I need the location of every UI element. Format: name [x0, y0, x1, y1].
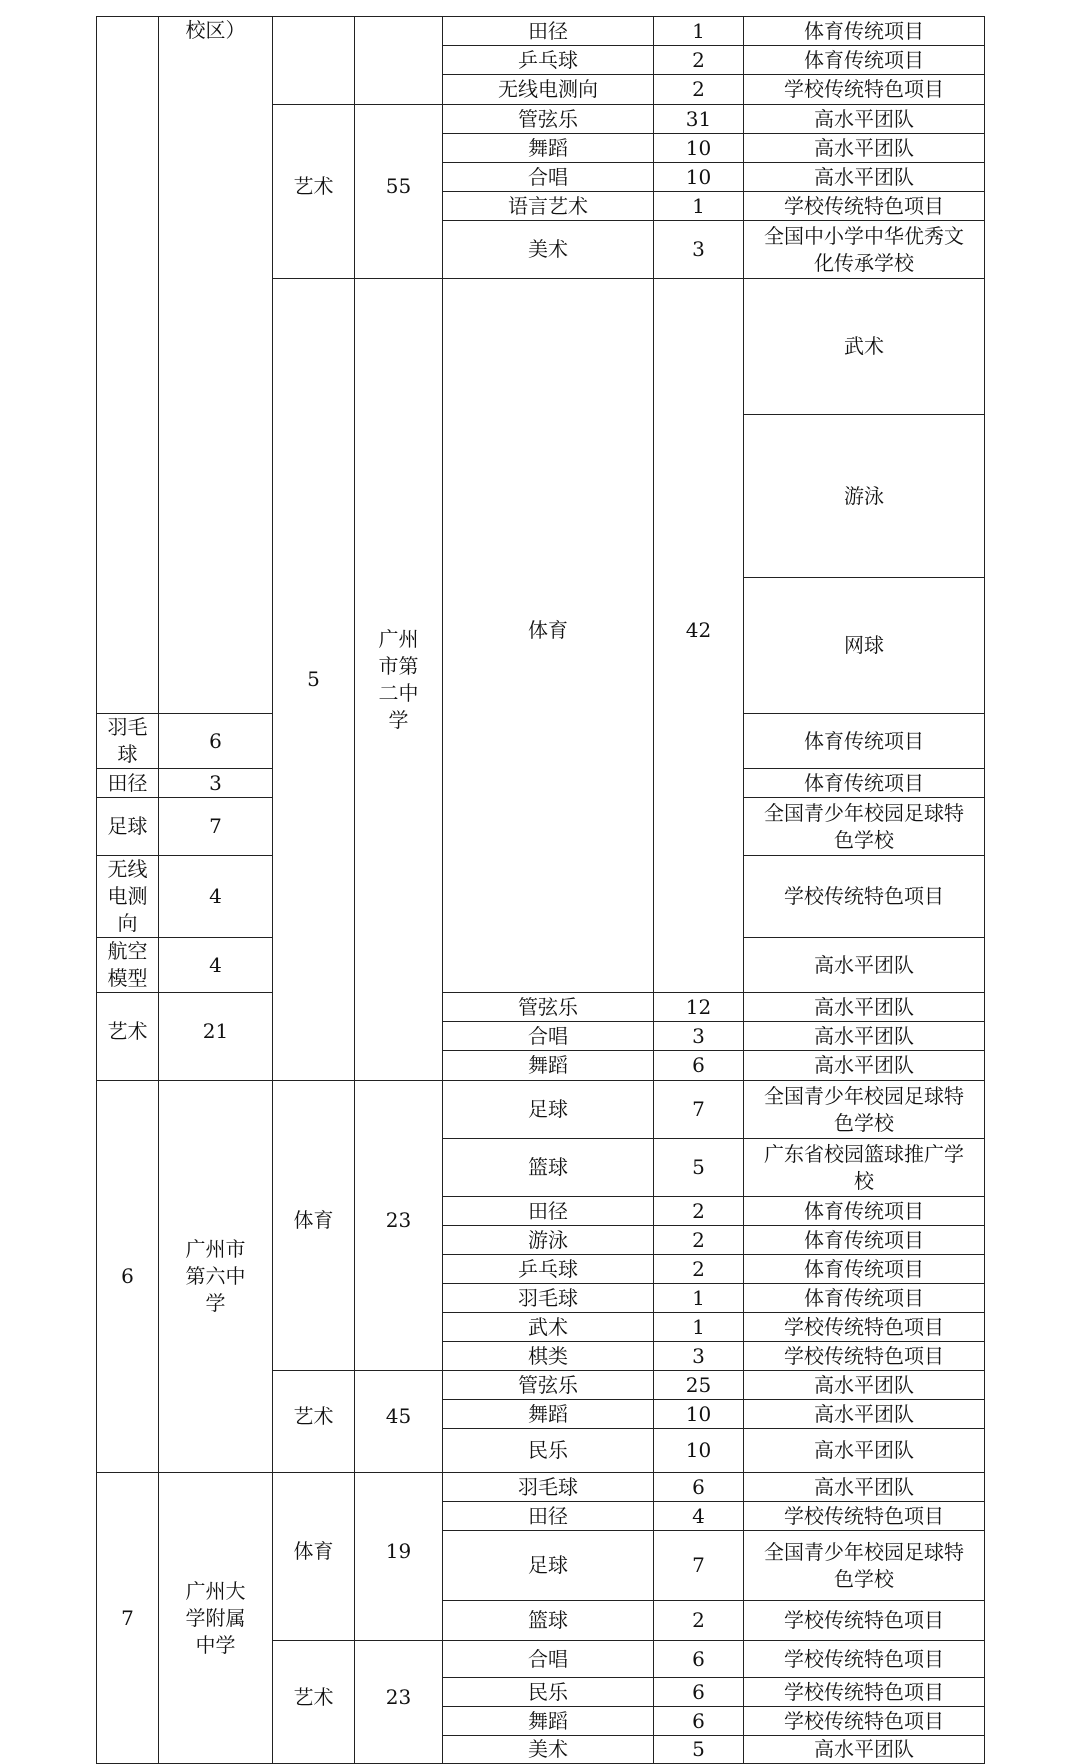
level-cell: 高水平团队 — [744, 1736, 985, 1764]
category-total-cell: 21 — [159, 993, 273, 1081]
level-cell: 高水平团队 — [744, 1429, 985, 1473]
item-cell: 管弦乐 — [443, 993, 654, 1022]
item-cell: 管弦乐 — [443, 1371, 654, 1400]
count-cell: 3 — [654, 221, 744, 279]
level-cell: 体育传统项目 — [744, 1197, 985, 1226]
item-cell: 武术 — [443, 1313, 654, 1342]
count-cell: 10 — [654, 1400, 744, 1429]
table-row — [97, 17, 985, 46]
count-cell: 4 — [654, 1502, 744, 1531]
count-cell: 2 — [654, 75, 744, 105]
level-cell: 体育传统项目 — [744, 1226, 985, 1255]
level-cell: 学校传统特色项目 — [744, 1342, 985, 1371]
item-cell: 乒乓球 — [443, 1255, 654, 1284]
item-cell: 合唱 — [443, 1022, 654, 1051]
count-cell: 10 — [654, 134, 744, 163]
category-total-cell: 23 — [355, 1641, 443, 1764]
level-cell: 学校传统特色项目 — [744, 1313, 985, 1342]
item-cell: 管弦乐 — [443, 105, 654, 134]
count-cell: 12 — [654, 993, 744, 1022]
category-total-cell: 23 — [355, 1081, 443, 1371]
item-cell: 美术 — [443, 1736, 654, 1764]
level-cell: 全国青少年校园足球特色学校 — [744, 1531, 985, 1601]
count-cell: 5 — [654, 1139, 744, 1197]
level-cell: 高水平团队 — [744, 1051, 985, 1081]
item-cell: 航空模型 — [97, 938, 159, 993]
level-cell: 学校传统特色项目 — [744, 1678, 985, 1707]
item-cell: 舞蹈 — [443, 1707, 654, 1736]
level-cell: 高水平团队 — [744, 134, 985, 163]
level-cell: 高水平团队 — [744, 938, 985, 993]
level-cell: 体育传统项目 — [744, 769, 985, 798]
level-cell: 高水平团队 — [744, 1473, 985, 1502]
category-cell: 艺术 — [273, 105, 355, 279]
category-cell: 艺术 — [273, 1641, 355, 1764]
item-cell: 无线电测向 — [443, 75, 654, 105]
item-cell: 田径 — [443, 1197, 654, 1226]
count-cell: 10 — [654, 163, 744, 192]
level-cell: 体育传统项目 — [744, 1284, 985, 1313]
category-total-cell: 42 — [654, 279, 744, 993]
level-cell: 体育传统项目 — [744, 17, 985, 46]
category-cell: 艺术 — [97, 993, 159, 1081]
item-cell: 民乐 — [443, 1429, 654, 1473]
item-cell: 田径 — [443, 17, 654, 46]
item-cell: 游泳 — [443, 1226, 654, 1255]
item-cell: 篮球 — [443, 1139, 654, 1197]
level-cell: 学校传统特色项目 — [744, 1601, 985, 1641]
count-cell: 2 — [654, 1226, 744, 1255]
level-cell: 学校传统特色项目 — [744, 1641, 985, 1678]
count-cell: 2 — [654, 1197, 744, 1226]
level-cell: 全国中小学中华优秀文化传承学校 — [744, 221, 985, 279]
school-number-cell: 7 — [97, 1473, 159, 1764]
level-cell: 学校传统特色项目 — [744, 856, 985, 938]
count-cell: 3 — [654, 1022, 744, 1051]
item-cell: 无线电测向 — [97, 856, 159, 938]
item-cell: 棋类 — [443, 1342, 654, 1371]
item-cell: 篮球 — [443, 1601, 654, 1641]
level-cell: 高水平团队 — [744, 163, 985, 192]
level-cell: 体育传统项目 — [744, 714, 985, 769]
table-row — [97, 993, 985, 1022]
count-cell: 1 — [654, 192, 744, 221]
count-cell: 3 — [159, 769, 273, 798]
count-cell: 7 — [654, 1531, 744, 1601]
count-cell: 4 — [159, 856, 273, 938]
item-cell: 舞蹈 — [443, 134, 654, 163]
item-cell: 舞蹈 — [443, 1051, 654, 1081]
level-cell: 学校传统特色项目 — [744, 192, 985, 221]
item-cell: 羽毛球 — [97, 714, 159, 769]
table-row — [97, 1473, 985, 1502]
count-cell: 1 — [654, 1313, 744, 1342]
count-cell: 1 — [654, 17, 744, 46]
count-cell: 2 — [654, 46, 744, 75]
school-projects-table — [96, 16, 985, 1764]
count-cell: 25 — [654, 1371, 744, 1400]
school-name-cell: 广州市第六中学 — [159, 1081, 273, 1473]
item-cell: 武术 — [744, 279, 985, 415]
count-cell: 6 — [654, 1707, 744, 1736]
level-cell: 学校传统特色项目 — [744, 1502, 985, 1531]
school-name-cell: 广州大学附属中学 — [159, 1473, 273, 1764]
count-cell: 5 — [654, 1736, 744, 1764]
level-cell: 高水平团队 — [744, 993, 985, 1022]
level-cell: 全国青少年校园足球特色学校 — [744, 798, 985, 856]
count-cell: 7 — [654, 1081, 744, 1139]
item-cell: 乒乓球 — [443, 46, 654, 75]
level-cell: 全国青少年校园足球特色学校 — [744, 1081, 985, 1139]
category-cell: 体育 — [443, 279, 654, 993]
category-cell: 体育 — [273, 1081, 355, 1371]
count-cell: 3 — [654, 1342, 744, 1371]
school-number-cell — [97, 17, 159, 714]
level-cell: 广东省校园篮球推广学校 — [744, 1139, 985, 1197]
count-cell: 2 — [654, 1601, 744, 1641]
count-cell: 7 — [159, 798, 273, 856]
level-cell: 高水平团队 — [744, 1400, 985, 1429]
count-cell: 6 — [159, 714, 273, 769]
count-cell: 6 — [654, 1641, 744, 1678]
category-total-cell: 45 — [355, 1371, 443, 1473]
level-cell: 高水平团队 — [744, 1371, 985, 1400]
item-cell: 田径 — [97, 769, 159, 798]
school-name-cell: 校区） — [159, 17, 273, 714]
level-cell: 高水平团队 — [744, 105, 985, 134]
category-cell — [273, 17, 355, 105]
item-cell: 舞蹈 — [443, 1400, 654, 1429]
school-name-cell: 广州市第二中学 — [355, 279, 443, 1081]
school-number-cell: 6 — [97, 1081, 159, 1473]
item-cell: 语言艺术 — [443, 192, 654, 221]
item-cell: 合唱 — [443, 1641, 654, 1678]
count-cell: 10 — [654, 1429, 744, 1473]
count-cell: 1 — [654, 1284, 744, 1313]
item-cell: 美术 — [443, 221, 654, 279]
count-cell: 6 — [654, 1473, 744, 1502]
item-cell: 合唱 — [443, 163, 654, 192]
category-total-cell: 19 — [355, 1473, 443, 1641]
item-cell: 羽毛球 — [443, 1473, 654, 1502]
count-cell: 4 — [159, 938, 273, 993]
count-cell: 31 — [654, 105, 744, 134]
level-cell: 体育传统项目 — [744, 46, 985, 75]
category-cell: 艺术 — [273, 1371, 355, 1473]
level-cell: 高水平团队 — [744, 1022, 985, 1051]
table-body — [97, 17, 985, 1764]
item-cell: 田径 — [443, 1502, 654, 1531]
category-total-cell — [355, 17, 443, 105]
item-cell: 网球 — [744, 578, 985, 714]
table-row — [97, 1081, 985, 1139]
item-cell: 羽毛球 — [443, 1284, 654, 1313]
count-cell: 2 — [654, 1255, 744, 1284]
item-cell: 足球 — [443, 1081, 654, 1139]
category-cell: 体育 — [273, 1473, 355, 1641]
item-cell: 民乐 — [443, 1678, 654, 1707]
item-cell: 足球 — [97, 798, 159, 856]
level-cell: 体育传统项目 — [744, 1255, 985, 1284]
item-cell: 足球 — [443, 1531, 654, 1601]
school-number-cell: 5 — [273, 279, 355, 1081]
count-cell: 6 — [654, 1051, 744, 1081]
item-cell: 游泳 — [744, 415, 985, 578]
category-total-cell: 55 — [355, 105, 443, 279]
count-cell: 6 — [654, 1678, 744, 1707]
level-cell: 学校传统特色项目 — [744, 1707, 985, 1736]
level-cell: 学校传统特色项目 — [744, 75, 985, 105]
